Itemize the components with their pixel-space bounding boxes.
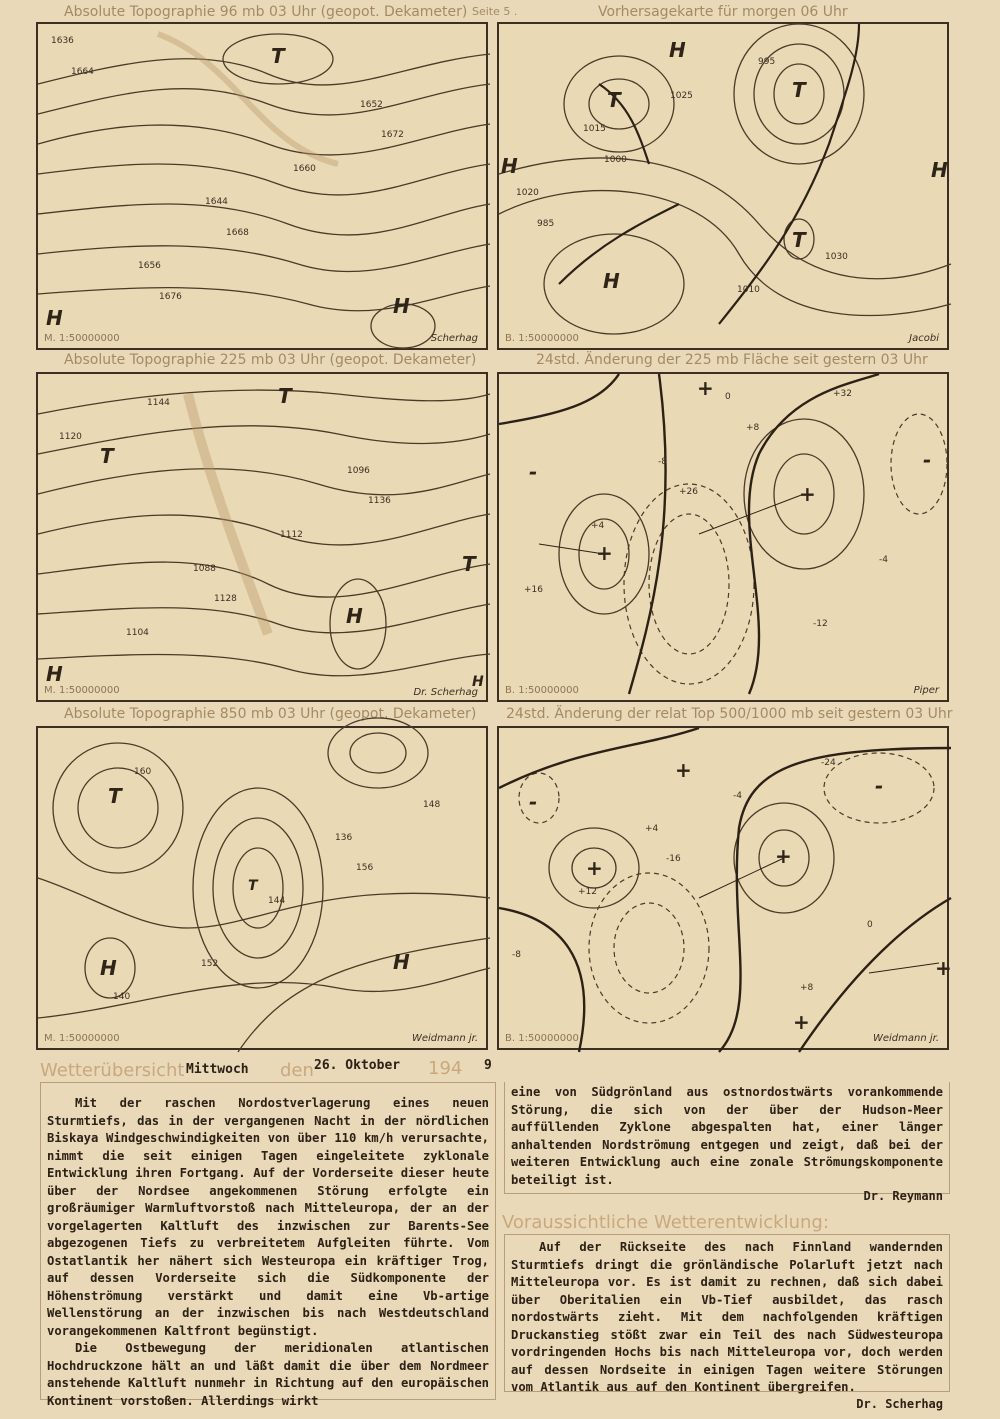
overview-title: Wetterübersicht bbox=[40, 1060, 185, 1081]
high-pressure-mark: H bbox=[931, 158, 948, 182]
high-pressure-mark: H bbox=[603, 269, 620, 293]
plus-mark: + bbox=[775, 844, 792, 868]
plus-mark: + bbox=[935, 956, 952, 980]
contour-value-label: 1000 bbox=[604, 155, 627, 165]
overview-date: 26. Oktober bbox=[314, 1058, 401, 1073]
contour-value-label: 140 bbox=[113, 992, 131, 1002]
contour-value-label: 0 bbox=[867, 920, 873, 930]
map-title-relat-top: 24std. Änderung der relat Top 500/1000 mb seit gestern 03 Uhr bbox=[506, 706, 953, 722]
change-lines bbox=[499, 374, 951, 704]
plus-mark: + bbox=[675, 758, 692, 782]
overview-weekday: Mittwoch bbox=[186, 1062, 249, 1077]
map-signature: Jacobi bbox=[909, 333, 939, 344]
contour-lines bbox=[38, 728, 490, 1052]
contour-value-label: 1636 bbox=[51, 36, 74, 46]
contour-value-label: -8 bbox=[512, 950, 521, 960]
map-title-225mb: Absolute Topographie 225 mb 03 Uhr (geopot. Dekameter) bbox=[64, 352, 477, 368]
low-pressure-mark: T bbox=[248, 878, 258, 894]
contour-value-label: 0 bbox=[725, 392, 731, 402]
high-pressure-mark: H bbox=[501, 154, 518, 178]
low-pressure-mark: T bbox=[462, 552, 476, 576]
contour-value-label: 1120 bbox=[59, 432, 82, 442]
map-96mb bbox=[36, 22, 488, 350]
high-pressure-mark: H bbox=[669, 38, 686, 62]
contour-value-label: 156 bbox=[356, 863, 374, 873]
contour-value-label: -16 bbox=[666, 854, 681, 864]
low-pressure-mark: T bbox=[100, 444, 114, 468]
contour-value-label: 1020 bbox=[516, 188, 539, 198]
map-scale: M. 1:50000000 bbox=[44, 1033, 120, 1044]
overview-den: den bbox=[280, 1060, 314, 1081]
contour-value-label: 1025 bbox=[670, 91, 693, 101]
low-pressure-mark: T bbox=[271, 44, 285, 68]
high-pressure-mark: H bbox=[346, 604, 363, 628]
forecast-author: Dr. Scherhag bbox=[856, 1396, 943, 1411]
contour-value-label: 985 bbox=[537, 219, 555, 229]
map-relat-top-change bbox=[497, 726, 952, 1050]
map-signature: Piper bbox=[913, 685, 939, 696]
overview-continuation-box bbox=[504, 1082, 950, 1203]
map-scale: M. 1:50000000 bbox=[44, 685, 120, 696]
contour-value-label: 1136 bbox=[368, 496, 391, 506]
minus-mark: - bbox=[923, 448, 932, 472]
plus-mark: + bbox=[799, 482, 816, 506]
contour-value-label: 995 bbox=[758, 57, 776, 67]
map-forecast bbox=[497, 22, 949, 350]
map-signature: Weidmann jr. bbox=[872, 1033, 939, 1044]
minus-mark: - bbox=[529, 460, 538, 484]
map-title-96mb: Absolute Topographie 96 mb 03 Uhr (geopot. Dekameter) bbox=[64, 4, 468, 20]
low-pressure-mark: T bbox=[278, 384, 292, 408]
contour-value-label: -4 bbox=[733, 791, 742, 801]
contour-value-label: +8 bbox=[800, 983, 814, 993]
contour-value-label: 1128 bbox=[214, 594, 237, 604]
contour-value-label: -4 bbox=[879, 555, 888, 565]
high-pressure-mark: H bbox=[100, 956, 117, 980]
contour-value-label: 136 bbox=[335, 833, 353, 843]
high-pressure-mark: H bbox=[472, 674, 484, 690]
contour-value-label: 1672 bbox=[381, 130, 404, 140]
contour-value-label: 1144 bbox=[147, 398, 170, 408]
map-850mb bbox=[36, 726, 488, 1050]
low-pressure-mark: T bbox=[108, 784, 122, 808]
plus-mark: + bbox=[697, 376, 714, 400]
contour-value-label: 148 bbox=[423, 800, 441, 810]
contour-value-label: 1112 bbox=[280, 530, 303, 540]
low-pressure-mark: T bbox=[792, 228, 806, 252]
plus-mark: + bbox=[586, 856, 603, 880]
contour-value-label: +4 bbox=[591, 521, 605, 531]
contour-value-label: 1668 bbox=[226, 228, 249, 238]
low-pressure-mark: T bbox=[792, 78, 806, 102]
contour-value-label: 1656 bbox=[138, 261, 161, 271]
contour-value-label: 152 bbox=[201, 959, 219, 969]
minus-mark: - bbox=[875, 774, 884, 798]
map-title-225mb-change: 24std. Änderung der 225 mb Fläche seit gestern 03 Uhr bbox=[536, 352, 928, 368]
forecast-title: Voraussichtliche Wetterentwicklung: bbox=[502, 1212, 829, 1233]
contour-value-label: 1088 bbox=[193, 564, 216, 574]
map-signature: Scherhag bbox=[430, 333, 478, 344]
map-scale: B. 1:50000000 bbox=[505, 685, 579, 696]
contour-value-label: +4 bbox=[645, 824, 659, 834]
forecast-text: Auf der Rückseite des nach Finnland wandernden Sturmtiefs dringt die grönländische Polarluft jetzt nach Mitteleuropa vor. Es ist damit zu rechnen, daß sich dabei über Oberitalien ein Vb-Tief ausbildet, das rasch nordostwärts zieht. Mit dem nachfolgenden kräftigen Druckanstieg stößt zwar ein Teil des nach Südwesteuropa vordringenden Hochs bis nach Mitteleuropa vor, doch werden auf dessen Nordseite in einigen Tagen weitere Störungen vom Atlantik aus auf den Kontinent übergreifen. bbox=[511, 1240, 943, 1394]
map-225mb bbox=[36, 372, 488, 702]
overview-year-digit: 9 bbox=[484, 1058, 492, 1073]
map-225mb-change bbox=[497, 372, 949, 702]
contour-value-label: 1096 bbox=[347, 466, 370, 476]
map-scale: B. 1:50000000 bbox=[505, 1033, 579, 1044]
isobar-lines bbox=[499, 24, 951, 352]
forecast-box bbox=[504, 1234, 950, 1411]
contour-value-label: -8 bbox=[658, 457, 667, 467]
contour-value-label: +8 bbox=[746, 423, 760, 433]
contour-value-label: +12 bbox=[578, 887, 597, 897]
overview-box bbox=[40, 1082, 496, 1408]
minus-mark: - bbox=[529, 790, 538, 814]
contour-value-label: 1660 bbox=[293, 164, 316, 174]
contour-value-label: 1015 bbox=[583, 124, 606, 134]
contour-value-label: +16 bbox=[524, 585, 543, 595]
overview-continuation: eine von Südgrönland aus ostnordostwärts vorankommende Störung, die sich von der über der Hudson-Meer auffüllenden Zyklone abgespalten hat, einer länger anhaltenden Nordströmung entgegen und zeigt, daß bei der weiteren Entwicklung auch eine zonale Strömungskomponente beteiligt ist. bbox=[511, 1085, 943, 1187]
map-title-850mb: Absolute Topographie 850 mb 03 Uhr (geopot. Dekameter) bbox=[64, 706, 477, 722]
contour-lines bbox=[38, 24, 490, 352]
map-scale: M. 1:50000000 bbox=[44, 333, 120, 344]
high-pressure-mark: H bbox=[393, 294, 410, 318]
plus-mark: + bbox=[596, 541, 613, 565]
contour-lines bbox=[38, 374, 490, 704]
contour-value-label: 1104 bbox=[126, 628, 149, 638]
contour-value-label: 1030 bbox=[825, 252, 848, 262]
contour-value-label: 1010 bbox=[737, 285, 760, 295]
map-signature: Dr. Scherhag bbox=[413, 687, 478, 698]
contour-value-label: -12 bbox=[813, 619, 828, 629]
overview-paragraph-1: Mit der raschen Nordostverlagerung eines neuen Sturmtiefs, das in der vergangenen Nacht in der nördlichen Biskaya Windgeschwindigkeiten von über 110 km/h verursachte, nimmt die seit einigen Tagen eingeleitete zyklonale Entwicklung ihren Fortgang. Auf der Vorderseite dieser heute über der Nordsee angekommenen Störung erfolgte ein großräumiger Warmluftvorstoß nach Mitteleuropa, der an der vorgelagerten Kaltluft des inzwischen zur Barents-See abgezogenen Tiefs zu verbreitetem Aufgleiten führte. Vom Ostatlantik her nähert sich Westeuropa ein kräftiger Trog, auf dessen Vorderseite sich die Südkomponente der Höhenströmung verstärkt und damit eine Vb-artige Wellenstörung an der inzwischen bis nach Westdeutschland vorangekommenen Kaltfront begünstigt. bbox=[47, 1096, 489, 1338]
low-pressure-mark: T bbox=[607, 88, 621, 112]
contour-value-label: 1664 bbox=[71, 67, 94, 77]
contour-value-label: -24 bbox=[821, 758, 836, 768]
map-signature: Weidmann jr. bbox=[411, 1033, 478, 1044]
page-label: Seite 5 . bbox=[472, 5, 518, 18]
contour-value-label: 144 bbox=[268, 896, 286, 906]
overview-author: Dr. Reymann bbox=[863, 1189, 943, 1203]
contour-value-label: 1676 bbox=[159, 292, 182, 302]
high-pressure-mark: H bbox=[46, 306, 63, 330]
high-pressure-mark: H bbox=[393, 950, 410, 974]
overview-year: 194 bbox=[428, 1058, 463, 1079]
overview-paragraph-2: Die Ostbewegung der meridionalen atlantischen Hochdruckzone hält an und läßt damit die über dem Nordmeer anstehende Kaltluft nunmehr in Richtung auf den europäischen Kontinent vorstoßen. Allerdings wirkt bbox=[47, 1341, 489, 1408]
plus-mark: + bbox=[793, 1010, 810, 1034]
contour-value-label: +26 bbox=[679, 487, 698, 497]
map-title-forecast: Vorhersagekarte für morgen 06 Uhr bbox=[598, 4, 848, 20]
contour-value-label: 1644 bbox=[205, 197, 228, 207]
map-scale: B. 1:50000000 bbox=[505, 333, 579, 344]
contour-value-label: +32 bbox=[833, 389, 852, 399]
high-pressure-mark: H bbox=[46, 662, 63, 686]
contour-value-label: 1652 bbox=[360, 100, 383, 110]
contour-value-label: 160 bbox=[134, 767, 152, 777]
